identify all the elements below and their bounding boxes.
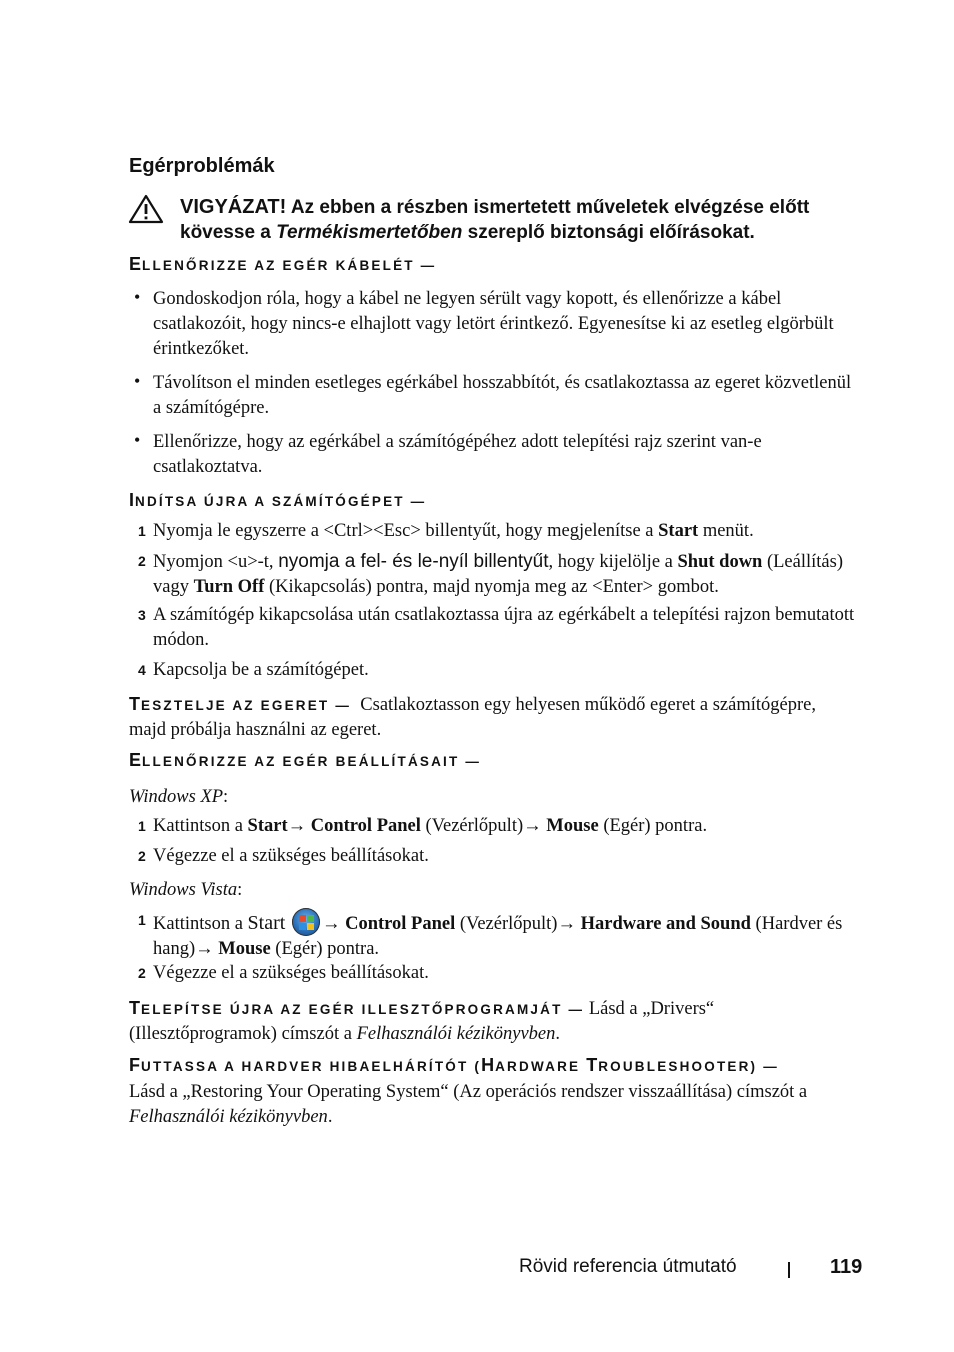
page-number: 119	[830, 1256, 863, 1278]
warning-text	[180, 195, 880, 245]
paragraph-troubleshooter: Lásd a „Restoring Your Operating System“ (Az operációs rendszer visszaállítása) címszót a Felhasználói kézikönyvben.	[129, 1082, 808, 1127]
step-item: Végezze el a szükséges beállításokat.	[153, 963, 429, 983]
step-number: 2	[138, 553, 146, 569]
warning-text-part: szereplő biztonsági előírásokat.	[462, 222, 755, 243]
heading-check-cable: ELLENŐRIZZE AZ EGÉR KÁBELÉT —	[129, 254, 437, 274]
heading-troubleshooter: FUTTASSA A HARDVER HIBAELHÁRÍTÓT (HARDWARE TROUBLESHOOTER) —	[129, 1055, 779, 1075]
windows-start-icon	[292, 908, 320, 936]
heading-restart: INDÍTSA ÚJRA A SZÁMÍTÓGÉPET —	[129, 490, 427, 510]
step-number: 1	[138, 818, 146, 834]
heading-test-mouse: TESZTELJE AZ EGERET —	[129, 694, 352, 714]
os-label-vista: Windows Vista:	[129, 880, 243, 900]
paragraph-test-mouse: TESZTELJE AZ EGERET — Csatlakoztasson egy helyesen működő egeret a számítógépre, majd próbálja használni az egeret.	[129, 694, 816, 740]
bullet-marker: •	[134, 371, 141, 391]
warning-triangle-icon	[128, 194, 164, 224]
list-item: Távolítson el minden esetleges egérkábel hosszabbítót, és csatlakoztassa az egeret közvetlenül a számítógépre.	[153, 373, 852, 418]
step-number: 1	[138, 523, 146, 539]
step-number: 4	[138, 662, 146, 678]
step-item: A számítógép kikapcsolása után csatlakoztassa újra az egérkábelt a telepítési rajzon bemutatott módon.	[153, 605, 855, 650]
bullet-marker: •	[134, 287, 141, 307]
os-label-xp: Windows XP:	[129, 787, 229, 807]
warning-italic-reference: Termékismertetőben	[276, 222, 463, 243]
bullet-marker: •	[134, 430, 141, 450]
step-item: Kattintson a Start→ Control Panel (Vezérlőpult)→ Mouse (Egér) pontra.	[153, 816, 708, 836]
step-item: Végezze el a szükséges beállításokat.	[153, 846, 429, 866]
step-number: 1	[138, 912, 146, 928]
footer-title: Rövid referencia útmutató	[519, 1256, 737, 1277]
warning-text-part: Az ebben a részben ismertetett műveletek elvégzése előtt kövesse a	[180, 197, 810, 243]
paragraph-reinstall-drivers: TELEPÍTSE ÚJRA AZ EGÉR ILLESZTŐPROGRAMJÁT — Lásd a „Drivers“ (Illesztőprogramok) címszót a Felhasználói kézikönyvben.	[129, 998, 715, 1044]
heading-check-settings: ELLENŐRIZZE AZ EGÉR BEÁLLÍTÁSAIT —	[129, 750, 482, 770]
step-number: 2	[138, 848, 146, 864]
heading-reinstall-drivers: TELEPÍTSE ÚJRA AZ EGÉR ILLESZTŐPROGRAMJÁT —	[129, 998, 585, 1018]
step-number: 3	[138, 607, 146, 623]
step-number: 2	[138, 965, 146, 981]
warning-label: VIGYÁZAT!	[180, 196, 287, 218]
section-title: Egérproblémák	[129, 155, 275, 177]
step-item: Nyomjon <u>-t, nyomja a fel- és le-nyíl billentyűt, hogy kijelölje a Shut down (Leállítás) vagy Turn Off (Kikapcsolás) pontra, majd nyomja meg az <Enter> gombot.	[153, 551, 843, 597]
list-item: Gondoskodjon róla, hogy a kábel ne legyen sérült vagy kopott, és ellenőrizze a kábel csatlakozóit, hogy nincs-e elhajlott vagy letört érintkező. Egyenesítse ki az esetleg elgörbült érintkezőket.	[153, 289, 834, 359]
list-item: Ellenőrizze, hogy az egérkábel a számítógépéhez adott telepítési rajz szerint van-e csatlakoztatva.	[153, 432, 762, 477]
step-item: Kattintson a Start → Control Panel (Vezérlőpult)→ Hardware and Sound (Hardver és hang)→ Mouse (Egér) pontra.	[153, 908, 863, 962]
step-item: Kapcsolja be a számítógépet.	[153, 660, 369, 680]
footer-divider	[788, 1262, 790, 1278]
step-item: Nyomja le egyszerre a <Ctrl><Esc> billentyűt, hogy megjelenítse a Start menüt.	[153, 521, 754, 541]
